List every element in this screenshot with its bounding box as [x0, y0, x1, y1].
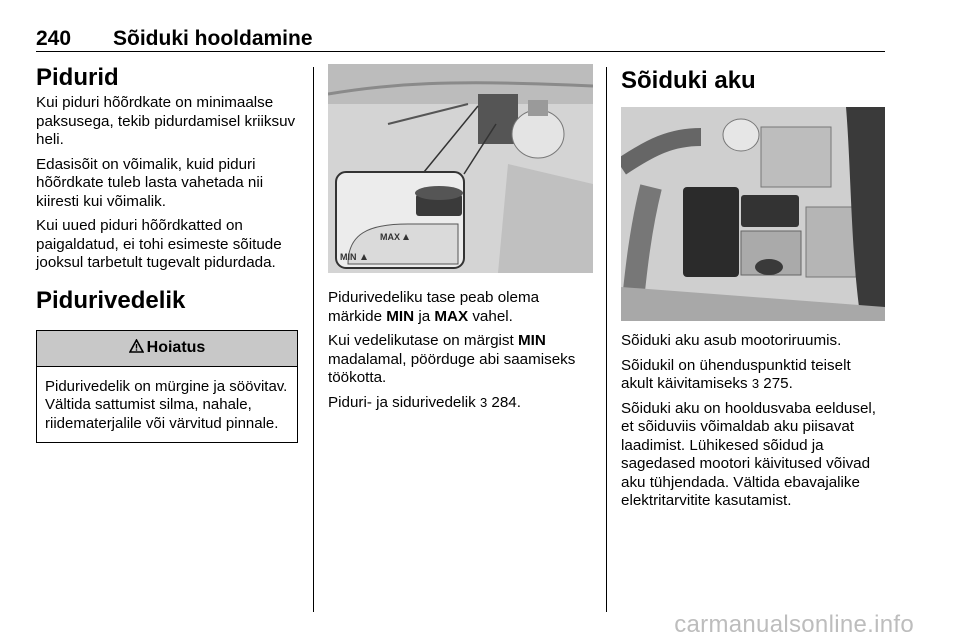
heading-battery: Sõiduki aku [621, 67, 756, 94]
paragraph: Kui uued piduri hõõrdkatted on paigaldatud, ei tohi esimeste sõitude jooksul tarbetult tugevalt pidurdada. [36, 217, 282, 271]
paragraph: Kui piduri hõõrdkate on minimaalse paksusega, tekib pidurdamisel kriiksuv heli. [36, 94, 296, 148]
heading-brake-fluid: Pidurivedelik [36, 286, 186, 314]
paragraph: Edasisõit on võimalik, kuid piduri hõõrdkate tuleb lasta vahetada nii kiiresti kui võimalik. [36, 155, 264, 210]
page-ref-icon[interactable]: 3 [479, 394, 488, 410]
warning-label: Hoiatus [146, 339, 206, 356]
page-header [36, 27, 885, 52]
column-brakes [36, 64, 298, 443]
paragraph: Sõidukil on ühenduspunktid teiselt akult käivitamiseks 3 275. [621, 356, 851, 392]
paragraph: Sõiduki aku on hooldusvaba eeldusel, et sõiduviis võimaldab aku piisavat laadimist. Lühikesed sõidud ja sagedased mootori käivitused võivad aku tühjendada. Vältida ebavajalike elektritarvitite kasutamist. [621, 399, 876, 509]
paragraph: Kui vedelikutase on märgist MIN madalamal, pöörduge abi saamiseks töökotta. [328, 332, 576, 386]
page-ref-icon[interactable]: 3 [751, 376, 760, 391]
paragraph: Piduri- ja sidurivedelik 3 284. [328, 393, 521, 411]
watermark: carmanualsonline.info [674, 611, 914, 638]
warning-header [37, 331, 297, 367]
column-battery [621, 64, 886, 517]
min-mark: MIN [340, 252, 357, 262]
warning-text: Pidurivedelik on mürgine ja söövitav. Vältida sattumist silma, nahale, riidematerjalile või värvitud pinnale. [45, 377, 288, 432]
column-divider [313, 67, 314, 612]
brake-fluid-reservoir-image [328, 64, 593, 273]
paragraph: Pidurivedeliku tase peab olema märkide MIN ja MAX vahel. [328, 289, 540, 325]
paragraph: Sõiduki aku asub mootoriruumis. [621, 332, 842, 349]
max-mark: MAX [380, 232, 400, 242]
warning-box [36, 330, 298, 444]
engine-battery-image [621, 107, 885, 321]
page-number: 240 [36, 27, 72, 50]
heading-brakes: Pidurid [36, 64, 119, 91]
column-brake-fluid [328, 64, 593, 418]
column-divider [606, 67, 607, 612]
warning-triangle-icon [129, 339, 144, 358]
section-title: Sõiduki hooldamine [113, 27, 313, 50]
